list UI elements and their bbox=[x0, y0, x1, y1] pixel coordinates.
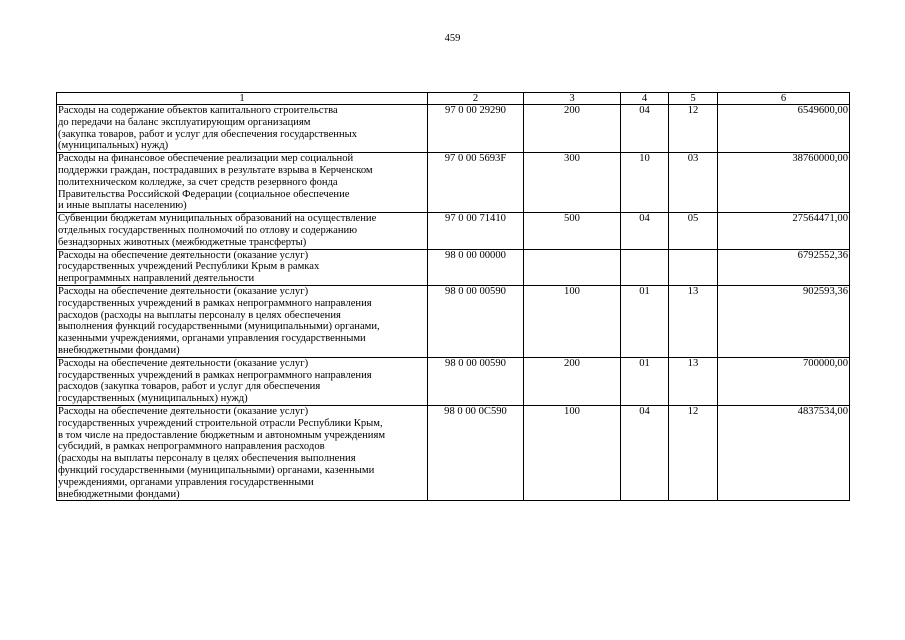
column-header-1: 1 bbox=[57, 93, 428, 105]
table-header-row bbox=[57, 93, 850, 105]
row-subsection: 13 bbox=[669, 285, 718, 357]
column-header-5: 5 bbox=[669, 93, 718, 105]
row-section: 04 bbox=[621, 405, 669, 500]
row-description: Расходы на обеспечение деятельности (оказание услуг) государственных учреждений Республики Крым в рамках непрограммных направлений деятельности bbox=[57, 249, 428, 285]
row-expense-type: 500 bbox=[524, 213, 621, 249]
row-amount: 902593,36 bbox=[718, 285, 850, 357]
row-description: Расходы на обеспечение деятельности (оказание услуг) государственных учреждений в рамках непрограммного направления расходов (закупка товаров, работ и услуг для обеспечения государственных (муниципальных) нужд) bbox=[57, 357, 428, 405]
row-section: 10 bbox=[621, 153, 669, 213]
table-row bbox=[57, 357, 850, 405]
row-subsection: 05 bbox=[669, 213, 718, 249]
row-section bbox=[621, 249, 669, 285]
budget-table bbox=[56, 92, 850, 501]
row-subsection bbox=[669, 249, 718, 285]
column-header-2: 2 bbox=[428, 93, 524, 105]
table-row bbox=[57, 213, 850, 249]
row-target-code: 98 0 00 00000 bbox=[428, 249, 524, 285]
row-expense-type: 300 bbox=[524, 153, 621, 213]
table-row bbox=[57, 105, 850, 153]
row-amount: 27564471,00 bbox=[718, 213, 850, 249]
row-expense-type: 100 bbox=[524, 285, 621, 357]
row-expense-type bbox=[524, 249, 621, 285]
row-subsection: 12 bbox=[669, 405, 718, 500]
row-section: 01 bbox=[621, 285, 669, 357]
row-subsection: 03 bbox=[669, 153, 718, 213]
row-amount: 4837534,00 bbox=[718, 405, 850, 500]
row-target-code: 97 0 00 71410 bbox=[428, 213, 524, 249]
row-expense-type: 100 bbox=[524, 405, 621, 500]
row-expense-type: 200 bbox=[524, 105, 621, 153]
row-target-code: 98 0 00 0С590 bbox=[428, 405, 524, 500]
row-description: Субвенции бюджетам муниципальных образований на осуществление отдельных государственных полномочий по отлову и содержанию безнадзорных животных (межбюджетные трансферты) bbox=[57, 213, 428, 249]
table-row bbox=[57, 249, 850, 285]
row-subsection: 13 bbox=[669, 357, 718, 405]
row-subsection: 12 bbox=[669, 105, 718, 153]
table-row bbox=[57, 285, 850, 357]
row-section: 04 bbox=[621, 105, 669, 153]
row-target-code: 98 0 00 00590 bbox=[428, 357, 524, 405]
row-description: Расходы на содержание объектов капитального строительства до передачи на баланс эксплуатирующим организациям (закупка товаров, работ и услуг для обеспечения государственных (муниципальных) нужд) bbox=[57, 105, 428, 153]
row-description: Расходы на обеспечение деятельности (оказание услуг) государственных учреждений в рамках непрограммного направления расходов (расходы на выплаты персоналу в целях обеспечения выполнения функций государственными (муниципальными) органами, казенными учреждениями, органами управления государственными внебюджетными фондами) bbox=[57, 285, 428, 357]
row-amount: 700000,00 bbox=[718, 357, 850, 405]
column-header-4: 4 bbox=[621, 93, 669, 105]
row-section: 01 bbox=[621, 357, 669, 405]
row-amount: 38760000,00 bbox=[718, 153, 850, 213]
row-amount: 6549600,00 bbox=[718, 105, 850, 153]
page-number: 459 bbox=[444, 33, 461, 44]
table-row bbox=[57, 405, 850, 500]
row-amount: 6792552,36 bbox=[718, 249, 850, 285]
table-row bbox=[57, 153, 850, 213]
row-description: Расходы на обеспечение деятельности (оказание услуг) государственных учреждений строительной отрасли Республики Крым, в том числе на предоставление бюджетным и автономным учреждениям субсидий, в рамках непрограммного направления расходов (расходы на выплаты персоналу в целях обеспечения выполнения функций государственными (муниципальными) органами, казенными учреждениями, органами управления государственными внебюджетными фондами) bbox=[57, 405, 428, 500]
row-section: 04 bbox=[621, 213, 669, 249]
row-target-code: 97 0 00 29290 bbox=[428, 105, 524, 153]
row-target-code: 97 0 00 5693F bbox=[428, 153, 524, 213]
row-description: Расходы на финансовое обеспечение реализации мер социальной поддержки граждан, пострадавших в результате взрыва в Керченском политехническом колледже, за счет средств резервного фонда Правительства Российской Федерации (социальное обеспечение и иные выплаты населению) bbox=[57, 153, 428, 213]
row-target-code: 98 0 00 00590 bbox=[428, 285, 524, 357]
row-expense-type: 200 bbox=[524, 357, 621, 405]
column-header-6: 6 bbox=[718, 93, 850, 105]
column-header-3: 3 bbox=[524, 93, 621, 105]
